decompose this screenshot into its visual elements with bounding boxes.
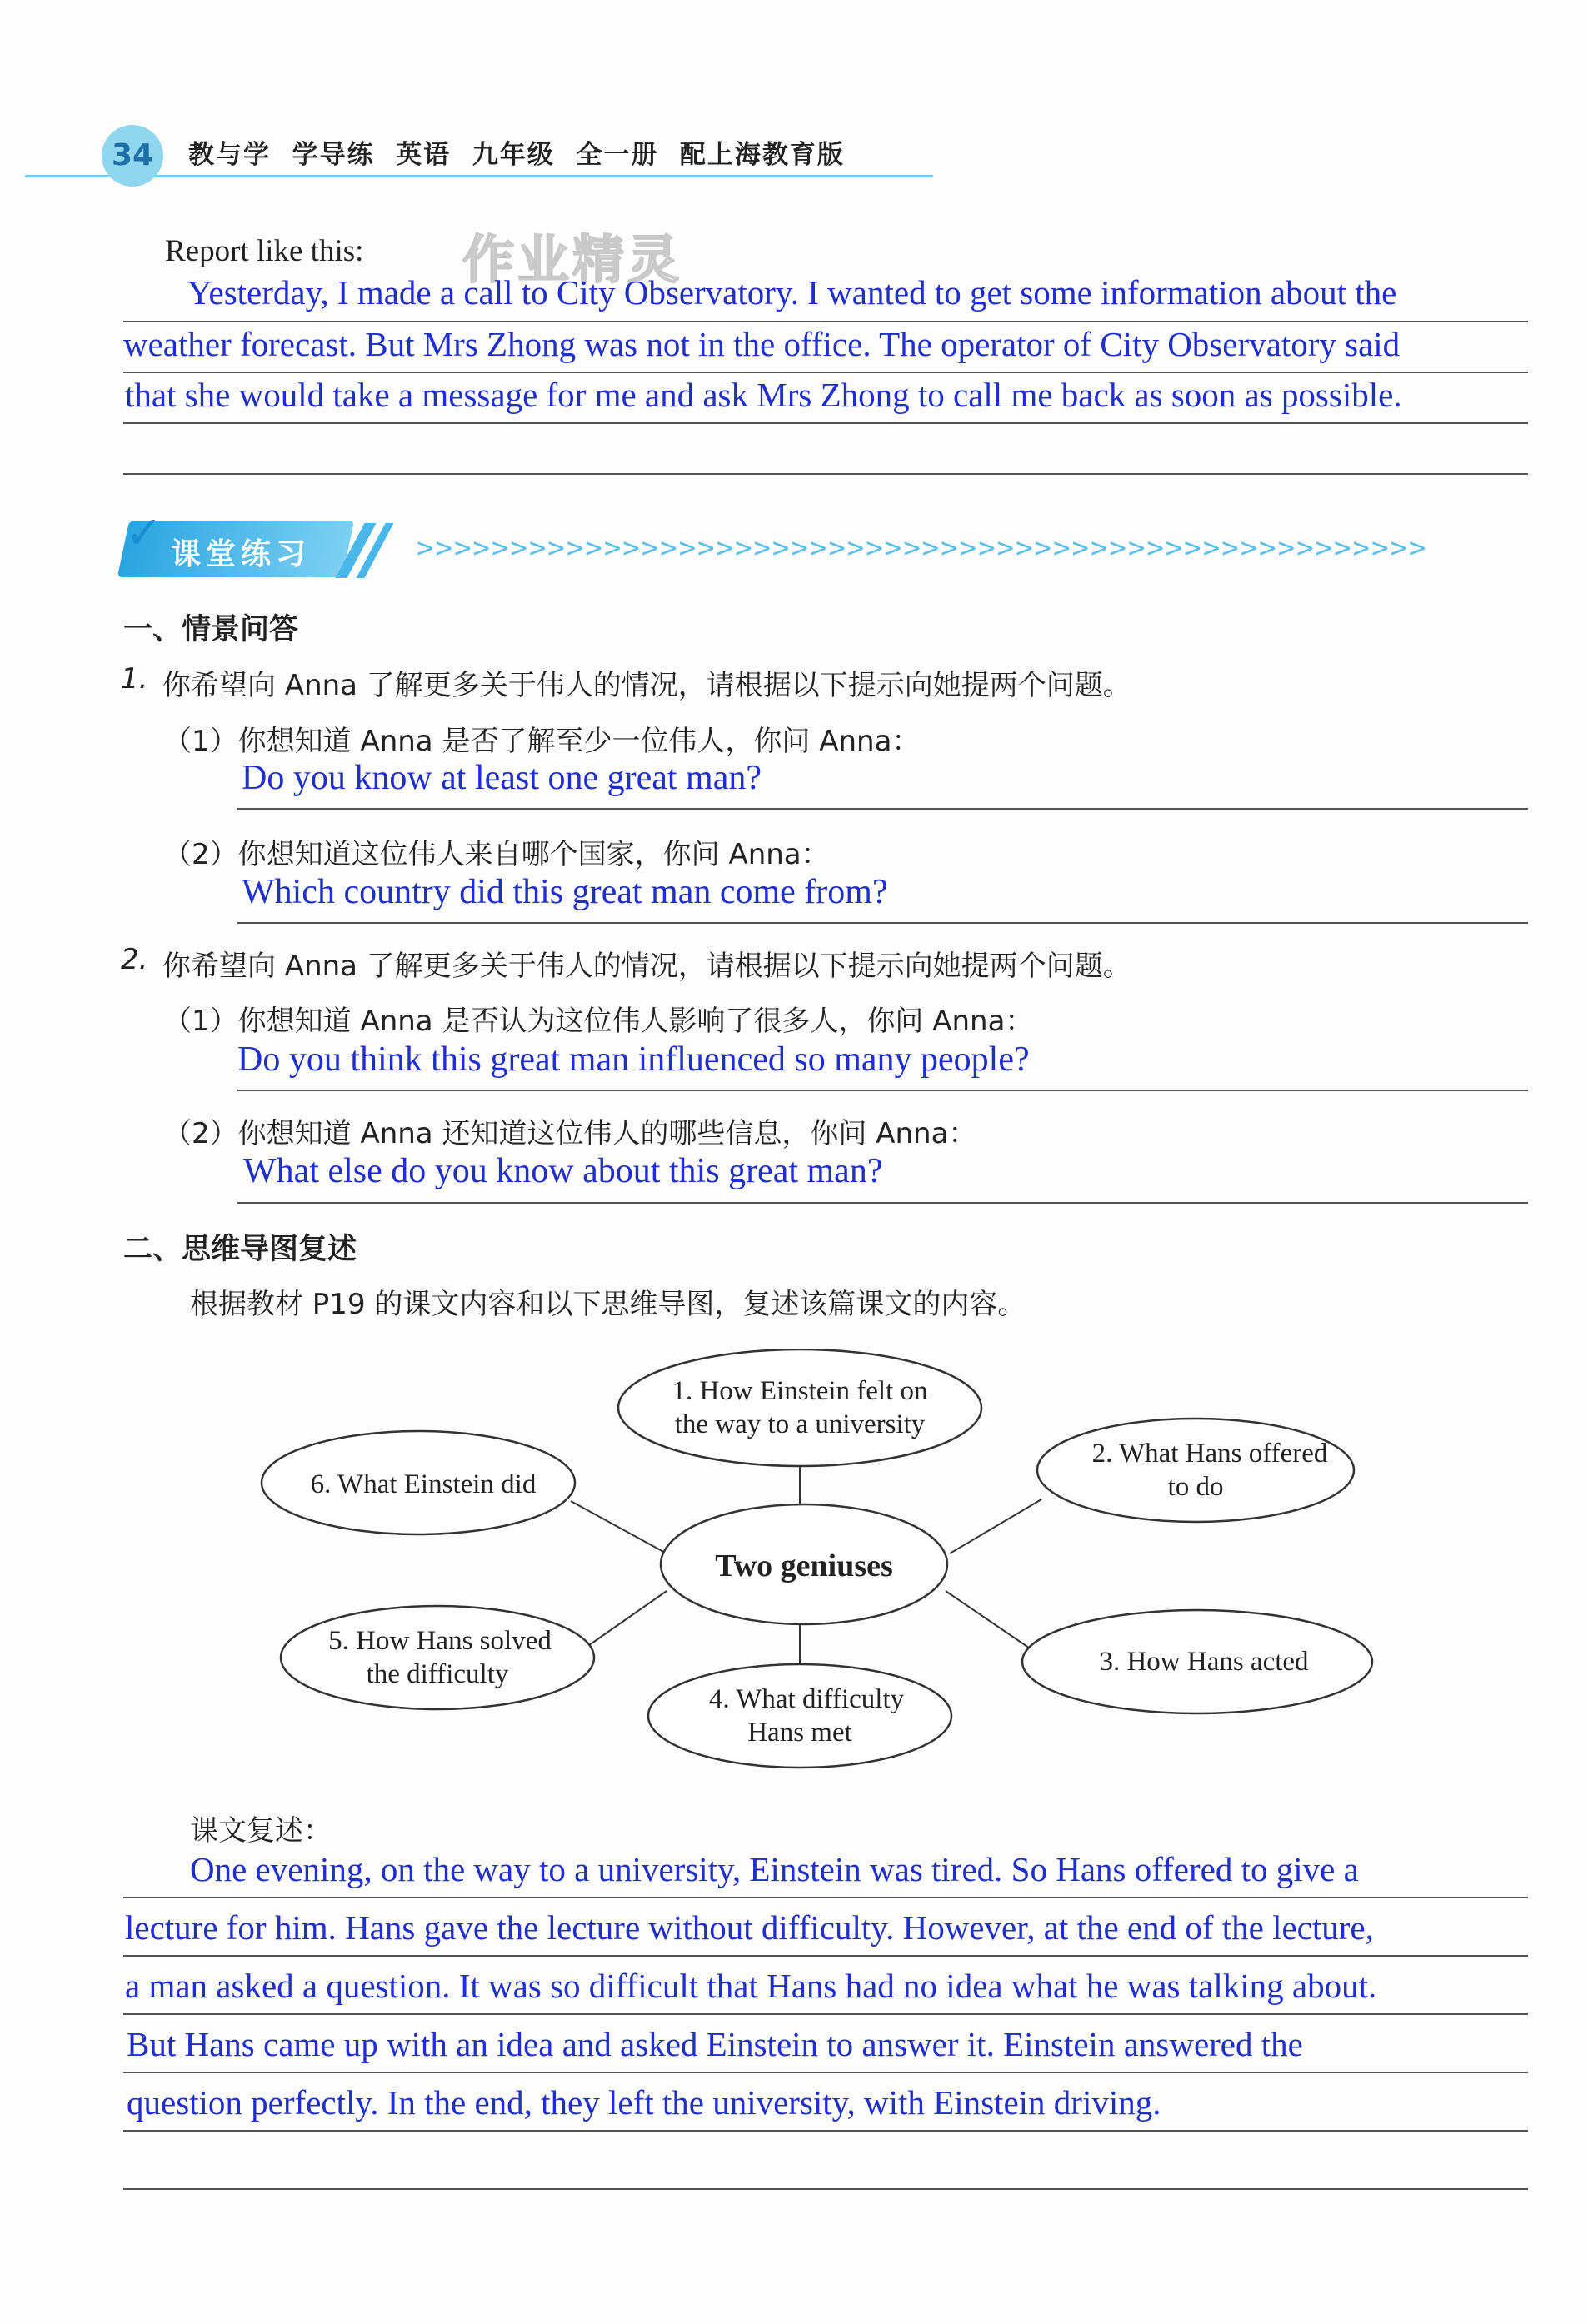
answer-rule	[123, 372, 1528, 373]
answer-rule	[237, 808, 1528, 810]
mind-map-node-2	[1037, 1419, 1354, 1522]
report-label: Report like this:	[165, 234, 364, 268]
q1-sub2-answer: Which country did this great man come from?	[242, 873, 888, 911]
report-line-2: weather forecast. But Mrs Zhong was not in the office. The operator of City Observatory said	[123, 325, 1401, 363]
node-5-line-1: 5. How Hans solved	[328, 1626, 552, 1656]
node-6-line-1: 6. What Einstein did	[310, 1469, 537, 1499]
page-number-badge: 34	[102, 125, 163, 187]
connector-line	[950, 1499, 1041, 1553]
node-4-line-2: Hans met	[747, 1718, 852, 1748]
section2-heading: 二、思维导图复述	[123, 1233, 357, 1266]
retell-line-2: lecture for him. Hans gave the lecture without difficulty. However, at the end of the lecture,	[125, 1908, 1374, 1947]
q2-sub2-answer: What else do you know about this great man?	[243, 1152, 883, 1190]
q2-sub1-answer: Do you think this great man influenced so many people?	[237, 1040, 1030, 1079]
retell-line-4: But Hans came up with an idea and asked Einstein to answer it. Einstein answered the	[127, 2025, 1303, 2063]
q1-number: 1.	[121, 662, 148, 696]
retell-line-3: a man asked a question. It was so difficult that Hans had no idea what he was talking about.	[125, 1967, 1377, 2005]
node-3-line-1: 3. How Hans acted	[1099, 1647, 1309, 1677]
mind-map	[250, 1349, 1400, 1783]
q2-prompt: 你希望向 Anna 了解更多关于伟人的情况，请根据以下提示向她提两个问题。	[162, 950, 1131, 983]
q1-sub2-prompt: （2）你想知道这位伟人来自哪个国家，你问 Anna：	[163, 838, 830, 871]
report-line-3: that she would take a message for me and ask Mrs Zhong to call me back as soon as possible.	[125, 376, 1402, 414]
chevron-decoration: >>>>>>>>>>>>>>>>>>>>>>>>>>>>>>>>>>>>>>>>>>>>>>>>>>>>>>	[417, 531, 1428, 565]
connector-line	[571, 1501, 667, 1553]
section1-heading: 一、情景问答	[123, 613, 299, 646]
answer-rule	[123, 1897, 1528, 1898]
node-4-line-1: 4. What difficulty	[708, 1684, 905, 1714]
q2-number: 2.	[121, 943, 148, 976]
center-node-label: Two geniuses	[715, 1549, 893, 1583]
node-5-line-2: the difficulty	[366, 1659, 509, 1689]
node-1-line-1: 1. How Einstein felt on	[672, 1376, 928, 1406]
answer-rule	[123, 473, 1528, 475]
q1-sub1-prompt: （1）你想知道 Anna 是否了解至少一位伟人，你问 Anna：	[163, 725, 921, 758]
retell-line-1: One evening, on the way to a university, Einstein was tired. So Hans offered to give a	[190, 1850, 1359, 1888]
answer-rule	[123, 1955, 1528, 1957]
mind-map-node-1	[618, 1349, 981, 1466]
report-line-1: Yesterday, I made a call to City Observatory. I wanted to get some information about the	[187, 273, 1397, 312]
mind-map-node-5	[281, 1606, 594, 1709]
q2-sub2-prompt: （2）你想知道 Anna 还知道这位伟人的哪些信息，你问 Anna：	[163, 1117, 977, 1150]
header-rule	[25, 175, 933, 177]
retell-label: 课文复述：	[190, 1814, 332, 1848]
answer-rule	[123, 2188, 1528, 2190]
node-1-line-2: the way to a university	[674, 1409, 926, 1439]
node-2-line-1: 2. What Hans offered	[1091, 1439, 1328, 1469]
answer-rule	[237, 1202, 1528, 1204]
retell-line-5: question perfectly. In the end, they left the university, with Einstein driving.	[127, 2083, 1161, 2122]
answer-rule	[123, 2130, 1528, 2132]
watermark: 作业精灵	[462, 229, 683, 290]
answer-rule	[237, 922, 1528, 924]
answer-rule	[123, 422, 1528, 424]
connector-line	[583, 1591, 667, 1649]
answer-rule	[123, 321, 1528, 322]
connector-line	[946, 1591, 1037, 1653]
q1-sub1-answer: Do you know at least one great man?	[242, 759, 762, 797]
q1-prompt: 你希望向 Anna 了解更多关于伟人的情况，请根据以下提示向她提两个问题。	[162, 669, 1131, 702]
check-icon: ✓	[125, 506, 163, 559]
section-banner-title: 课堂练习	[171, 537, 312, 571]
section2-instruction: 根据教材 P19 的课文内容和以下思维导图，复述该篇课文的内容。	[190, 1288, 1026, 1321]
q2-sub1-prompt: （1）你想知道 Anna 是否认为这位伟人影响了很多人，你问 Anna：	[163, 1005, 1034, 1038]
answer-rule	[123, 2013, 1528, 2015]
answer-rule	[123, 2072, 1528, 2073]
header-title: 教与学 学导练 英语 九年级 全一册 配上海教育版	[188, 140, 845, 170]
node-2-line-2: to do	[1167, 1472, 1224, 1502]
mind-map-node-4	[648, 1664, 951, 1768]
answer-rule	[237, 1090, 1528, 1091]
